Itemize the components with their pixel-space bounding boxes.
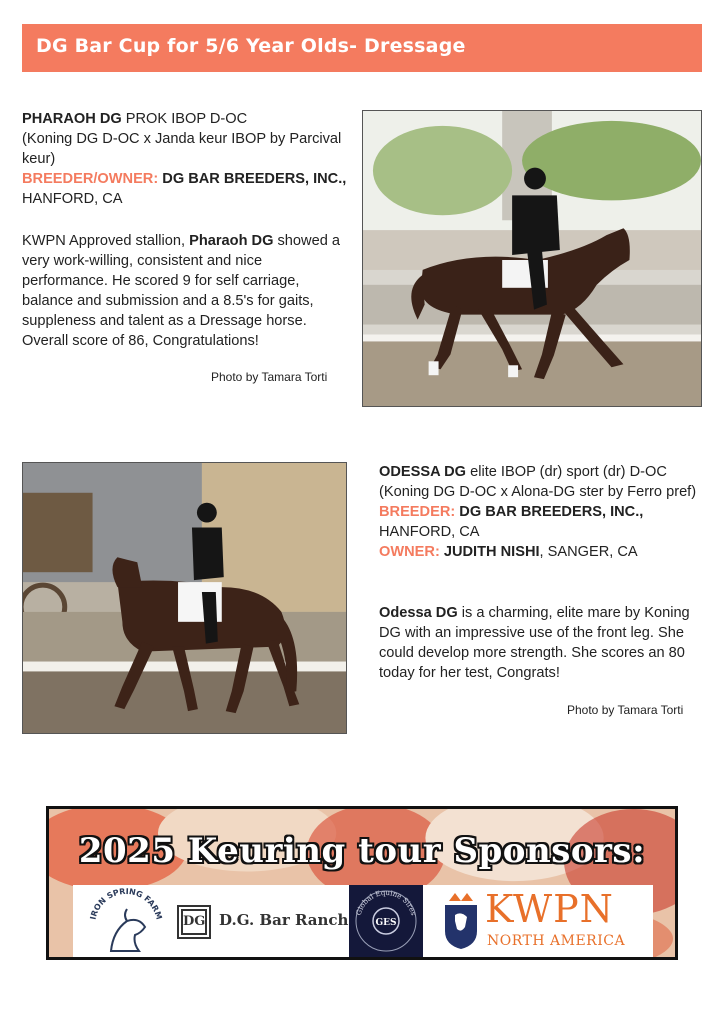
- sponsor-logos: [73, 885, 653, 957]
- header-banner: [22, 24, 702, 72]
- sponsors-title: 2025 Keuring tour Sponsors:: [78, 831, 646, 871]
- ges-emblem-icon: [349, 885, 423, 957]
- entry1-details: [22, 109, 352, 209]
- entry2-description: [379, 603, 704, 683]
- entry2-horse-name: ODESSA DG: [379, 464, 467, 480]
- entry1-location: HANFORD, CA: [22, 191, 123, 207]
- entry1-photo-credit: Photo by Tamara Torti: [211, 370, 328, 384]
- entry2-owner-name: JUDITH NISHI: [439, 544, 540, 560]
- entry1-photo: [362, 110, 702, 407]
- entry2-breeder-name: DG BAR BREEDERS, INC.,: [455, 504, 644, 520]
- entry2-designation: elite IBOP (dr) sport (dr) D-OC: [466, 464, 667, 480]
- entry1-pedigree: (Koning DG D-OC x Janda keur IBOP by Parcival keur): [22, 131, 342, 167]
- entry2-desc-post: is a charming, elite mare by Koning DG with an impressive use of the front leg. She could develop more strength. She scores an 80 today for her test, Congrats!: [379, 605, 690, 681]
- iron-spring-farm-text: IRON SPRING FARM: [88, 886, 164, 921]
- sponsors-banner: [46, 806, 678, 960]
- entry1-breeder-owner-name: DG BAR BREEDERS, INC.,: [158, 171, 347, 187]
- ges-center-text: GES: [375, 918, 397, 928]
- entry2-breeder-label: BREEDER:: [379, 504, 456, 520]
- horse-head-icon: [83, 885, 169, 957]
- entry1-desc-pre: KWPN Approved stallion,: [22, 233, 190, 249]
- entry1-desc-name: Pharaoh DG: [189, 233, 274, 249]
- svg-text:Global Equine Sires: [355, 889, 418, 917]
- entry1-breeder-owner-label: BREEDER/OWNER:: [22, 171, 159, 187]
- entry1-desc-post: showed a very work-willing, consistent and nice performance. He scored 9 for self carriage, balance and submission and a 8.5's for gaits, suppleness and talent as a Dressage horse. Overall score of 86, Congratulations!: [22, 233, 340, 349]
- entry1-description: [22, 231, 352, 351]
- entry2-owner-location: , SANGER, CA: [539, 544, 638, 560]
- kwpn-north-america-logo: [435, 885, 653, 957]
- entry2-photo-credit: Photo by Tamara Torti: [567, 703, 684, 717]
- entry1-designation: PROK IBOP D-OC: [121, 111, 248, 127]
- kwpn-main-text: KWPN: [485, 887, 614, 931]
- entry1-horse-name: PHARAOH DG: [22, 111, 122, 127]
- entry2-pedigree: (Koning DG D-OC x Alona-DG ster by Ferro pref): [379, 484, 697, 500]
- entry2-desc-name: Odessa DG: [379, 605, 458, 621]
- svg-text:IRON SPRING FARM: [89, 887, 164, 921]
- entry2-photo: [22, 462, 347, 734]
- entry2-owner-label: OWNER:: [379, 544, 440, 560]
- global-equine-sires-logo: [349, 885, 423, 957]
- dg-bar-ranch-text: D.G. Bar Ranch: [219, 911, 349, 929]
- iron-spring-farm-logo: [83, 885, 169, 957]
- kwpn-sub-text: NORTH AMERICA: [487, 933, 626, 949]
- dg-monogram-icon: [177, 905, 211, 939]
- entry2-breeder-location: HANFORD, CA: [379, 524, 480, 540]
- page-title: DG Bar Cup for 5/6 Year Olds- Dressage: [36, 35, 466, 57]
- kwpn-crest-icon: [441, 891, 481, 951]
- ges-ring-text: Global Equine Sires: [354, 888, 418, 917]
- entry2-details: [379, 462, 704, 562]
- dg-bar-ranch-logo: [177, 885, 349, 957]
- dg-monogram-text: DG: [181, 909, 207, 935]
